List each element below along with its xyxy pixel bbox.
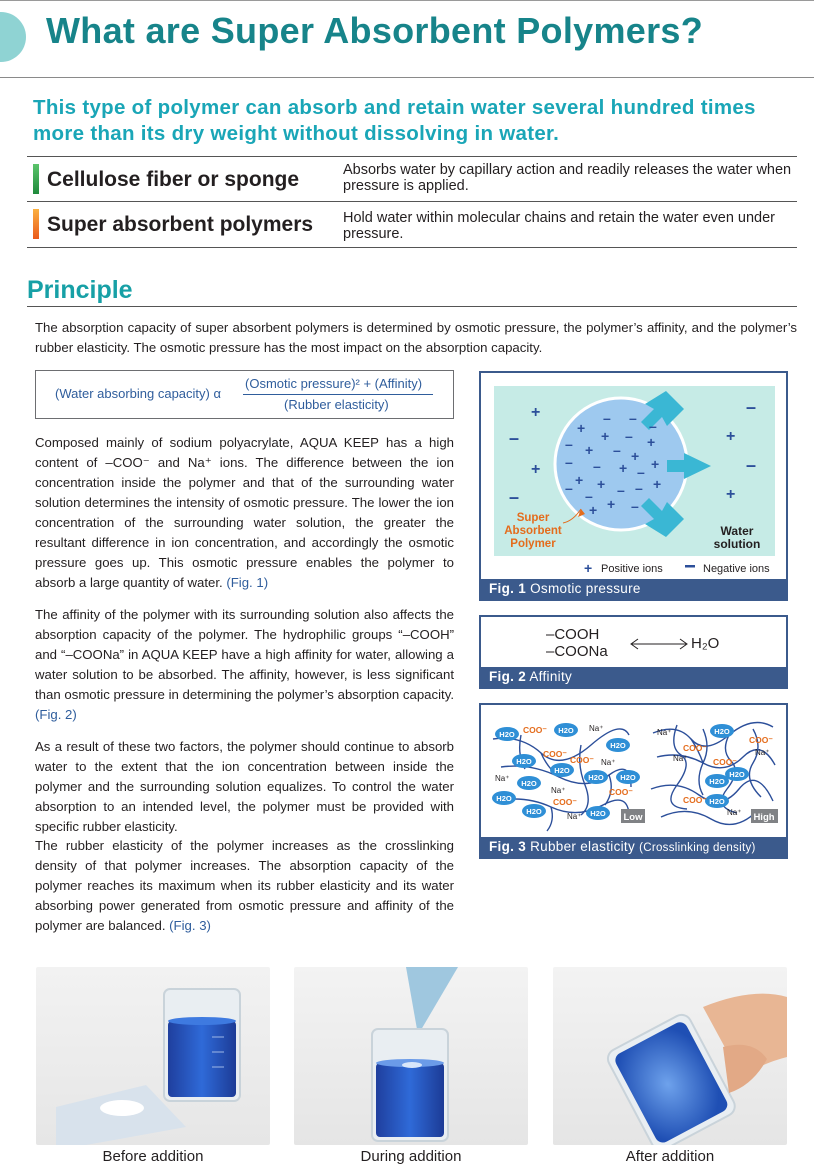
lead-text: This type of polymer can absorb and retain water several hundred times more than its dry weight without dissolving in water. <box>33 96 756 145</box>
svg-text:COO⁻: COO⁻ <box>523 725 547 735</box>
svg-text:–: – <box>635 480 643 496</box>
svg-text:–: – <box>509 428 520 448</box>
svg-text:H2O: H2O <box>526 807 542 816</box>
paragraph-balance: As a result of these two factors, the polymer should continue to absorb water to the extent that the ion concentration between inside the polymer and the surrounding solution equalizes. To control the water absorption to an intended level, the polymer must be provided with specific rubber elasticity. <box>35 739 454 834</box>
orange-marker <box>33 209 39 239</box>
svg-text:–: – <box>617 482 625 498</box>
svg-text:H2O: H2O <box>590 809 606 818</box>
svg-text:–: – <box>565 480 573 496</box>
svg-text:+: + <box>651 456 660 472</box>
paragraph-elasticity: The rubber elasticity of the polymer increases as the crosslinking density of that polymer increases. The absorption capacity of the polymer reaches its maximum when its rubber elasticity and its water absorbing power generated from osmotic pressure and affinity of the polymer are balanced. (Fig. 3) <box>35 838 454 933</box>
paragraph-affinity: The affinity of the polymer with its surrounding solution also affects the absorption capacity of the polymer. The hydrophilic groups “–COOH” and “–COONa” in AQUA KEEP have a high affinity for water, allowing a water solution to be absorbed. The affinity, however, is less significant than osmotic pressure in determining the polymer’s absorption capacity. (Fig. 2) <box>35 607 454 722</box>
svg-text:–: – <box>613 442 621 458</box>
svg-text:–: – <box>746 455 757 475</box>
figure-osmotic-pressure <box>479 371 788 601</box>
svg-text:–: – <box>603 410 611 426</box>
svg-text:+: + <box>575 472 584 488</box>
svg-text:Na⁺: Na⁺ <box>755 748 770 757</box>
svg-text:Na⁺: Na⁺ <box>727 808 742 817</box>
figure-affinity <box>479 615 788 689</box>
low-label: Low <box>623 812 643 823</box>
svg-text:–: – <box>585 488 593 504</box>
negative-ion-icon <box>685 565 695 568</box>
osmotic-diagram <box>481 373 786 579</box>
caption-after: After addition <box>625 1148 715 1165</box>
svg-text:–: – <box>746 397 757 417</box>
svg-text:–: – <box>649 418 657 434</box>
svg-text:H2O: H2O <box>610 741 626 750</box>
svg-text:H2O: H2O <box>496 794 512 803</box>
caption-before: Before addition <box>102 1148 204 1165</box>
table-rule <box>27 201 797 202</box>
header-tab-decoration <box>0 12 26 62</box>
svg-text:COO⁻: COO⁻ <box>570 755 594 765</box>
page-title: What are Super Absorbent Polymers? <box>46 10 704 51</box>
fig2-reference: (Fig. 2) <box>35 707 77 722</box>
photo-after-addition <box>553 967 787 1145</box>
fig3-caption: Fig. 3 Rubber elasticity (Crosslinking density) <box>481 837 786 857</box>
svg-text:COO⁻: COO⁻ <box>749 735 773 745</box>
svg-text:COO⁻: COO⁻ <box>543 749 567 759</box>
green-marker <box>33 164 39 194</box>
fig3-reference: (Fig. 3) <box>169 918 211 933</box>
svg-text:–: – <box>625 428 633 444</box>
fig1-caption: Fig. 1 Osmotic pressure <box>481 579 786 599</box>
legend-positive: Positive ions <box>601 563 663 575</box>
svg-text:+: + <box>577 420 586 436</box>
principle-intro: The absorption capacity of super absorbent polymers is determined by osmotic pressure, the polymer’s affinity, and the polymer’s rubber elasticity. The osmotic pressure has the most impact on the absorption capacity. <box>35 320 797 355</box>
formula-denominator: (Rubber elasticity) <box>284 397 389 412</box>
svg-text:COO⁻: COO⁻ <box>713 757 737 767</box>
svg-text:Na⁺: Na⁺ <box>551 786 566 795</box>
svg-text:+: + <box>597 476 606 492</box>
fig2-caption: Fig. 2 Affinity <box>481 667 786 687</box>
svg-text:+: + <box>531 461 541 478</box>
paragraph-osmotic: Composed mainly of sodium polyacrylate, AQUA KEEP has a high content of –COO⁻ and Na⁺ ions. The difference between the ion concentration inside the polymer and that of the surrounding water solution determines the intensity of osmotic pressure. The lower the ion concentration of the surrounding water solution, the greater the resultant difference in ion concentration, and accordingly the osmotic pressure goes up. This osmotic pressure enables the polymer to absorb a large quantity of water. (Fig. 1) <box>35 435 454 590</box>
positive-ion-icon: + <box>584 560 593 576</box>
svg-text:H2O: H2O <box>709 777 725 786</box>
formula-fraction-bar <box>243 394 433 395</box>
svg-text:H2O: H2O <box>558 726 574 735</box>
svg-text:–: – <box>509 487 520 507</box>
photo-before-addition <box>36 967 270 1145</box>
figure-rubber-elasticity <box>479 703 788 859</box>
double-arrow-icon <box>629 637 689 651</box>
principle-heading: Principle <box>27 276 133 304</box>
table-rule <box>27 156 797 157</box>
svg-text:+: + <box>585 442 594 458</box>
svg-text:–: – <box>637 464 645 480</box>
svg-text:Na⁺: Na⁺ <box>495 774 510 783</box>
svg-text:H2O: H2O <box>709 797 725 806</box>
comparison-name-cellulose: Cellulose fiber or sponge <box>47 168 300 191</box>
svg-text:+: + <box>726 428 736 445</box>
svg-text:–: – <box>629 410 637 426</box>
svg-text:H2O: H2O <box>499 730 515 739</box>
water-molecule: H₂O <box>691 635 720 652</box>
svg-text:COO⁻: COO⁻ <box>609 787 633 797</box>
svg-text:–: – <box>593 458 601 474</box>
svg-text:COO⁻: COO⁻ <box>553 797 577 807</box>
svg-text:Na⁺: Na⁺ <box>567 812 582 821</box>
beaker-after-image <box>553 967 787 1145</box>
caption-during: During addition <box>360 1148 462 1165</box>
svg-text:Na⁺: Na⁺ <box>657 728 672 737</box>
formula-left: (Water absorbing capacity) α <box>55 386 221 401</box>
svg-text:COO⁻: COO⁻ <box>683 743 707 753</box>
svg-text:Na⁺: Na⁺ <box>601 758 616 767</box>
svg-text:COO⁻: COO⁻ <box>683 795 707 805</box>
table-rule <box>27 247 797 248</box>
polymer-label-1: Super <box>516 512 550 524</box>
comparison-name-sap: Super absorbent polymers <box>47 213 314 236</box>
svg-text:Na⁺: Na⁺ <box>673 754 688 763</box>
svg-text:H2O: H2O <box>521 779 537 788</box>
polymer-label-3: Polymer <box>510 538 556 550</box>
svg-text:H2O: H2O <box>516 757 532 766</box>
formula-numerator: (Osmotic pressure)² + (Affinity) <box>245 376 423 391</box>
formula-box <box>35 370 454 419</box>
svg-text:–: – <box>565 454 573 470</box>
svg-text:+: + <box>531 404 541 421</box>
svg-text:H2O: H2O <box>588 773 604 782</box>
svg-text:–: – <box>631 498 639 514</box>
high-label: High <box>753 812 775 823</box>
svg-text:H2O: H2O <box>714 727 730 736</box>
svg-text:H2O: H2O <box>554 766 570 775</box>
principle-rule <box>27 306 797 307</box>
photo-during-addition <box>294 967 528 1145</box>
fig1-reference: (Fig. 1) <box>226 575 269 590</box>
water-label-2: solution <box>713 537 761 551</box>
comparison-desc-cellulose: Absorbs water by capillary action and readily releases the water when pressure is applied. <box>343 162 792 194</box>
svg-text:+: + <box>726 486 736 503</box>
top-rule <box>0 0 814 1</box>
svg-text:+: + <box>589 502 598 518</box>
legend-negative: Negative ions <box>703 563 770 575</box>
crosslinking-diagram <box>481 705 786 837</box>
svg-text:Na⁺: Na⁺ <box>589 724 604 733</box>
svg-text:–: – <box>565 436 573 452</box>
svg-text:+: + <box>647 434 656 450</box>
svg-text:+: + <box>653 476 662 492</box>
comparison-desc-sap: Hold water within molecular chains and retain the water even under pressure. <box>343 210 776 242</box>
svg-text:H2O: H2O <box>620 773 636 782</box>
svg-text:+: + <box>601 428 610 444</box>
svg-text:H2O: H2O <box>729 770 745 779</box>
beaker-during-image <box>294 967 528 1145</box>
svg-text:+: + <box>619 460 628 476</box>
svg-text:+: + <box>607 496 616 512</box>
water-label-1: Water <box>720 524 754 538</box>
svg-text:+: + <box>631 448 640 464</box>
polymer-label-2: Absorbent <box>504 525 562 537</box>
beaker-before-image <box>36 967 270 1145</box>
hydrophilic-groups: –COOH –COONa <box>546 626 608 660</box>
header-rule <box>0 77 814 78</box>
